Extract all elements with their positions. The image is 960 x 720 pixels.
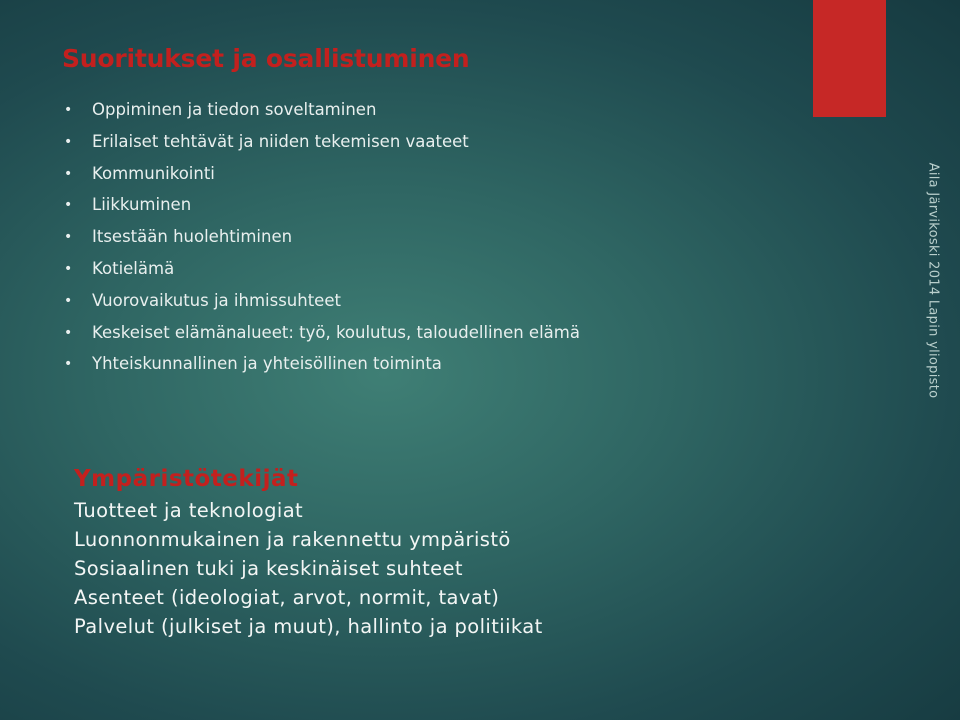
bullet-dot-icon: • xyxy=(64,102,73,118)
environment-heading: Ympäristötekijät xyxy=(74,466,299,492)
bullet-dot-icon: • xyxy=(64,165,73,182)
bullet-dot-icon: • xyxy=(64,356,73,373)
bullet-item xyxy=(62,352,702,376)
slide-title: Suoritukset ja osallistuminen xyxy=(62,44,470,73)
bullet-dot-icon: • xyxy=(64,229,73,246)
bullet-item xyxy=(62,162,702,186)
bullet-text: Kotielämä xyxy=(92,258,175,278)
side-caption-text: Aila Järvikoski 2014 Lapin yliopisto xyxy=(925,162,941,398)
bullet-text: Oppiminen ja tiedon soveltaminen xyxy=(92,100,377,119)
environment-item: Asenteet (ideologiat, arvot, normit, tavat) xyxy=(74,586,500,609)
environment-list xyxy=(74,496,714,641)
bullet-text: Keskeiset elämänalueet: työ, koulutus, taloudellinen elämä xyxy=(92,322,580,342)
environment-item: Sosiaalinen tuki ja keskinäiset suhteet xyxy=(74,557,463,580)
bullet-dot-icon: • xyxy=(64,324,73,341)
bullet-text: Itsestään huolehtiminen xyxy=(92,227,293,247)
bullet-dot-icon: • xyxy=(64,133,73,150)
bullet-text: Kommunikointi xyxy=(92,163,215,183)
bullet-text: Vuorovaikutus ja ihmissuhteet xyxy=(92,290,341,310)
bullet-item xyxy=(62,98,702,122)
bullet-item xyxy=(62,193,702,217)
bullet-item xyxy=(62,257,702,281)
accent-bar xyxy=(813,0,886,117)
bullet-dot-icon: • xyxy=(64,197,73,214)
bullet-list xyxy=(62,98,702,384)
environment-item: Tuotteet ja teknologiat xyxy=(74,499,304,522)
environment-factors-box xyxy=(74,463,714,641)
bullet-item xyxy=(62,289,702,313)
bullet-text: Liikkuminen xyxy=(92,195,192,215)
side-caption xyxy=(921,160,945,400)
bullet-dot-icon: • xyxy=(64,292,73,309)
bullet-text: Erilaiset tehtävät ja niiden tekemisen vaateet xyxy=(92,131,469,151)
environment-item: Palvelut (julkiset ja muut), hallinto ja politiikat xyxy=(74,615,543,638)
bullet-item xyxy=(62,225,702,249)
bullet-item xyxy=(62,321,702,345)
environment-item: Luonnonmukainen ja rakennettu ympäristö xyxy=(74,528,511,551)
bullet-text: Yhteiskunnallinen ja yhteisöllinen toiminta xyxy=(92,354,442,374)
bullet-dot-icon: • xyxy=(64,260,73,277)
bullet-item xyxy=(62,130,702,154)
